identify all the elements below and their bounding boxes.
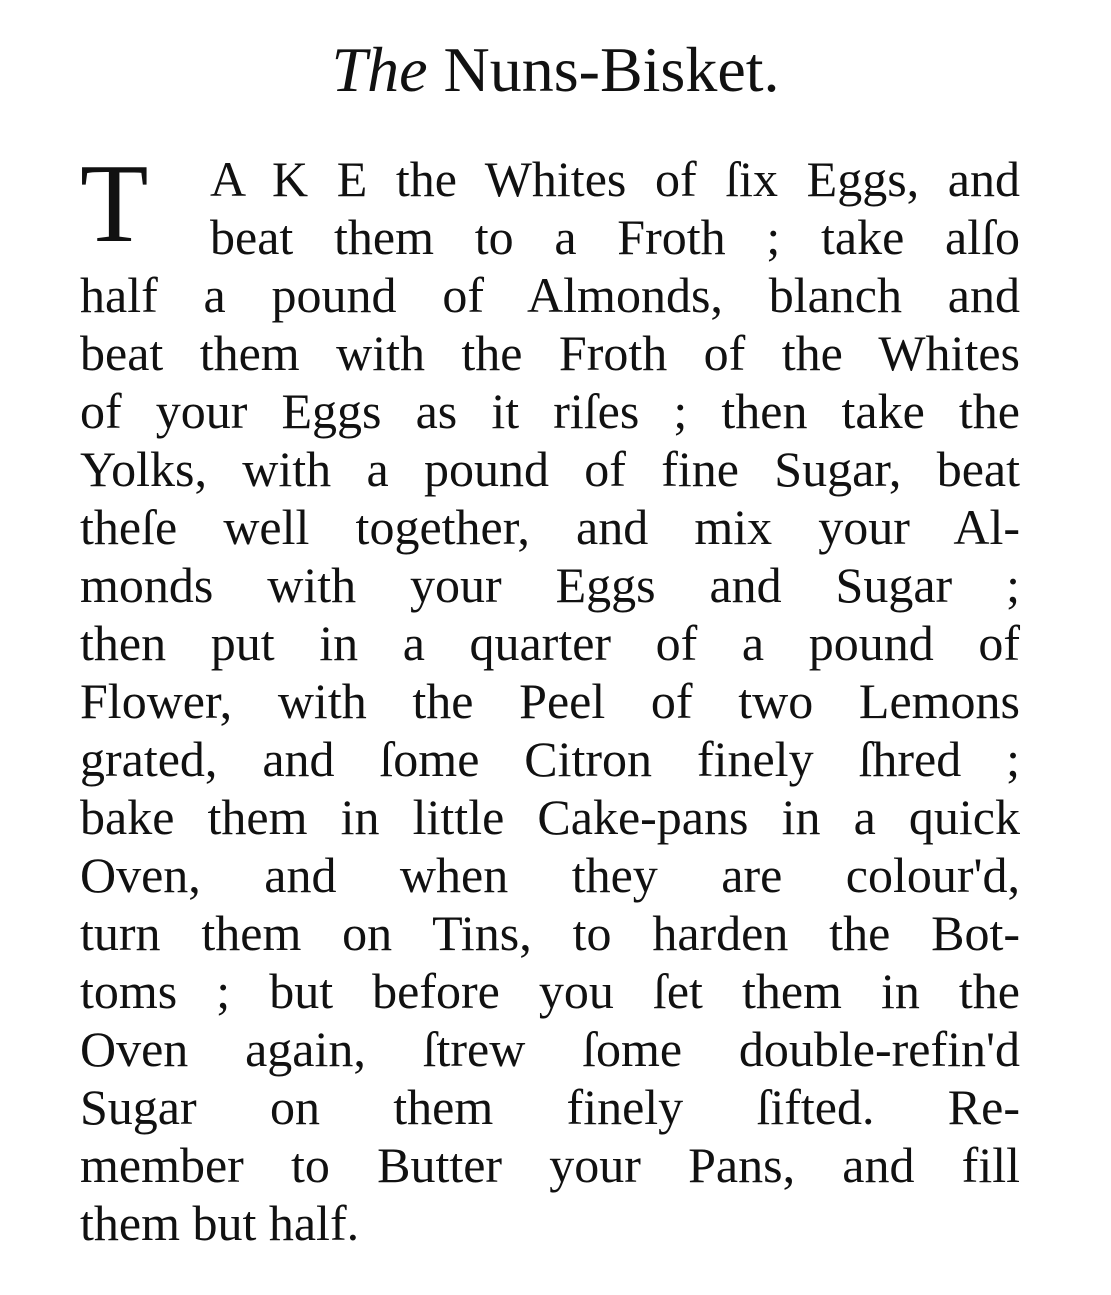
text-line: grated, and ſome Citron finely ſhred ; (80, 731, 1020, 787)
text-line: Oven again, ſtrew ſome double-refin'd (80, 1021, 1020, 1077)
text-line: toms ; but before you ſet them in the (80, 963, 1020, 1019)
recipe-body (80, 142, 1020, 1252)
text-line: Yolks, with a pound of fine Sugar, beat (80, 441, 1020, 497)
text-line: Oven, and when they are colour'd, (80, 847, 1020, 903)
text-line: them but half. (80, 1195, 360, 1251)
text-line: half a pound of Almonds, blanch and (80, 267, 1020, 323)
drop-cap: T (80, 142, 149, 266)
text-line: member to Butter your Pans, and fill (80, 1137, 1020, 1193)
text-line: beat them with the Froth of the Whites (80, 325, 1020, 381)
text-line: Sugar on them finely ſifted. Re- (80, 1079, 1020, 1135)
text-line: turn them on Tins, to harden the Bot- (80, 905, 1020, 961)
text-line: bake them in little Cake-pans in a quick (80, 789, 1020, 845)
recipe-title (0, 30, 1111, 110)
text-line: theſe well together, and mix your Al- (80, 499, 1020, 555)
text-line: beat them to a Froth ; take alſo (210, 209, 1020, 265)
text-line: A K E the Whites of ſix Eggs, and (210, 151, 1020, 207)
title-main: Nuns-Bisket. (443, 34, 780, 105)
text-line: then put in a quarter of a pound of (80, 615, 1020, 671)
title-italic: The (331, 34, 428, 105)
text-line: monds with your Eggs and Sugar ; (80, 557, 1020, 613)
text-line: Flower, with the Peel of two Lemons (80, 673, 1020, 729)
text-line: of your Eggs as it riſes ; then take the (80, 383, 1020, 439)
